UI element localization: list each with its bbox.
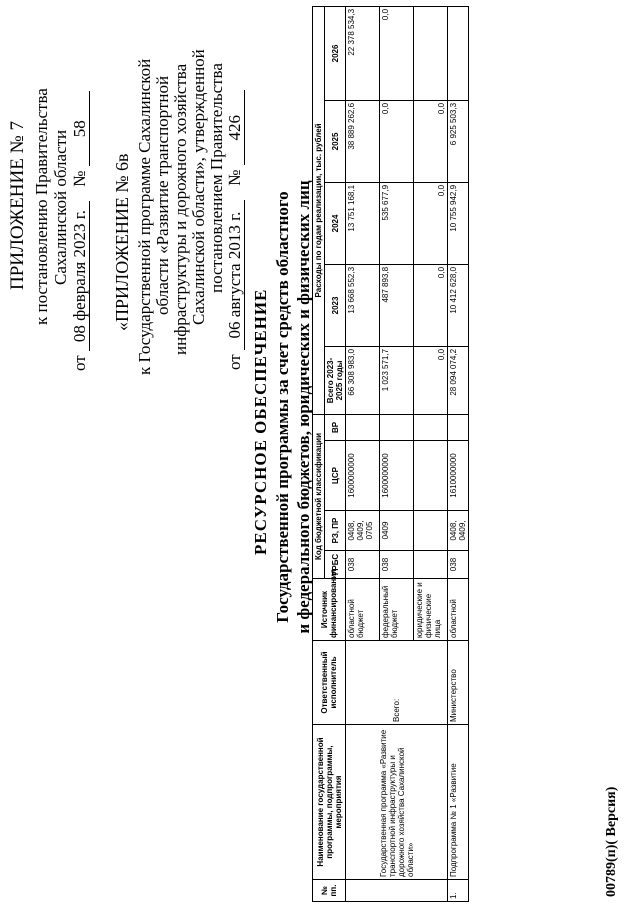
cell-name: Государственная программа «Развитие транспортной инфраструктуры и дорожного хозяйства Сахалинской области»	[346, 725, 448, 880]
cell-2025: 38 889 262,6	[346, 100, 380, 182]
cell-2023: 0,0	[414, 264, 448, 346]
decree-line-1: к постановлению Правительства	[32, 88, 51, 325]
program-line-3: инфраструктуры и дорожного хозяйства	[171, 63, 190, 355]
table-row	[346, 6, 380, 901]
cell-grbs: 038	[448, 551, 469, 579]
cell-total: 1 023 571,7	[380, 346, 414, 414]
cell-csr	[414, 441, 448, 511]
cell-vr	[448, 414, 469, 440]
cell-2023: 10 412 628,0	[448, 264, 469, 346]
cell-vr	[380, 414, 414, 440]
cell-source: юридические и физические лица	[414, 579, 448, 641]
program-line-5: постановлением Правительства	[207, 63, 226, 293]
cell-total: 66 308 983,0	[346, 346, 380, 414]
cell-name: Подпрограмма № 1 «Развитие	[448, 725, 469, 880]
program-no-label: №	[225, 169, 244, 186]
header-grbs: ГРБС	[325, 551, 346, 579]
program-date-line	[226, 90, 245, 370]
cell-vr	[414, 414, 448, 440]
cell-2024: 13 751 168,1	[346, 182, 380, 264]
cell-rzpr: 0409	[380, 511, 414, 551]
cell-2026: 0,0	[380, 6, 414, 100]
resource-table	[312, 6, 469, 902]
cell-rzpr: 0408, 0409,	[448, 511, 469, 551]
cell-vr	[346, 414, 380, 440]
decree-no-label: №	[70, 170, 89, 187]
version-label: 00789(п)( Версия)	[604, 786, 619, 897]
decree-number: 58	[71, 91, 90, 166]
cell-source: федеральный бюджет	[380, 579, 414, 641]
cell-2026	[414, 6, 448, 100]
cell-total: 0,0	[414, 346, 448, 414]
cell-2024: 535 677,9	[380, 182, 414, 264]
program-date: 06 августа 2013 г.	[226, 200, 245, 350]
program-line-1: к Государственной программе Сахалинской	[135, 58, 154, 375]
cell-2026: 22 378 534,3	[346, 6, 380, 100]
program-line-4: Сахалинской области», утвержденной	[189, 49, 208, 325]
appendix-heading: ПРИЛОЖЕНИЕ № 7	[7, 121, 28, 290]
header-name: Наименование государственной программы, подпрограммы, мероприятия	[313, 725, 346, 880]
cell-num	[346, 880, 448, 902]
table-row	[448, 6, 469, 901]
cell-2023: 13 668 552,3	[346, 264, 380, 346]
header-source: Источник финансирования	[313, 579, 346, 641]
cell-grbs: 038	[346, 551, 380, 579]
cell-2026	[448, 6, 469, 100]
cell-num: 1.	[448, 880, 469, 902]
cell-2025: 6 925 503,3	[448, 100, 469, 182]
subtitle-line-1: Государственной программы за счет средств областного	[273, 191, 292, 623]
cell-2024: 0,0	[414, 182, 448, 264]
decree-line-2: Сахалинской области	[51, 129, 70, 285]
header-kbk: Код бюджетной классификации	[313, 414, 325, 578]
cell-csr: 1600000000	[346, 441, 380, 511]
cell-2025: 0,0	[414, 100, 448, 182]
cell-source: областной бюджет	[346, 579, 380, 641]
cell-executor: Всего:	[346, 641, 448, 725]
cell-source: областной	[448, 579, 469, 641]
appendix2-heading: «ПРИЛОЖЕНИЕ № 6в	[112, 153, 132, 331]
header-rzpr: РЗ, ПР	[325, 511, 346, 551]
header-2026: 2026	[325, 6, 346, 100]
decree-date-line	[71, 91, 90, 371]
header-num: № пп.	[313, 880, 346, 902]
header-2023: 2023	[325, 264, 346, 346]
header-2025: 2025	[325, 100, 346, 182]
page-subtitle	[272, 117, 314, 697]
cell-2025: 0,0	[380, 100, 414, 182]
cell-executor: Министерство	[448, 641, 469, 725]
cell-2024: 10 755 942,9	[448, 182, 469, 264]
program-from: от	[225, 354, 244, 370]
cell-total: 28 094 074,2	[448, 346, 469, 414]
table-header-row-1	[313, 6, 325, 901]
decree-from: от	[70, 355, 89, 371]
header-total: Всего 2023-2025 годы	[325, 346, 346, 414]
cell-rzpr: 0408, 0409, 0705	[346, 511, 380, 551]
cell-csr: 1610000000	[448, 441, 469, 511]
cell-2023: 487 893,8	[380, 264, 414, 346]
header-vr: ВР	[325, 414, 346, 440]
cell-rzpr	[414, 511, 448, 551]
cell-csr: 1600000000	[380, 441, 414, 511]
header-2024: 2024	[325, 182, 346, 264]
cell-grbs: 038	[380, 551, 414, 579]
header-csr: ЦСР	[325, 441, 346, 511]
page-title: РЕСУРСНОЕ ОБЕСПЕЧЕНИЕ	[251, 288, 270, 555]
header-executor: Ответственный исполнитель	[313, 641, 346, 725]
cell-grbs	[414, 551, 448, 579]
program-line-2: области «Развитие транспортной	[153, 75, 172, 315]
decree-date: 08 февраля 2023 г.	[71, 201, 90, 351]
header-years: Расходы по годам реализации, тыс. рублей	[313, 6, 325, 414]
program-number: 426	[226, 90, 245, 165]
subtitle-line-2: и федерального бюджетов, юридических и физических лиц	[294, 180, 313, 634]
